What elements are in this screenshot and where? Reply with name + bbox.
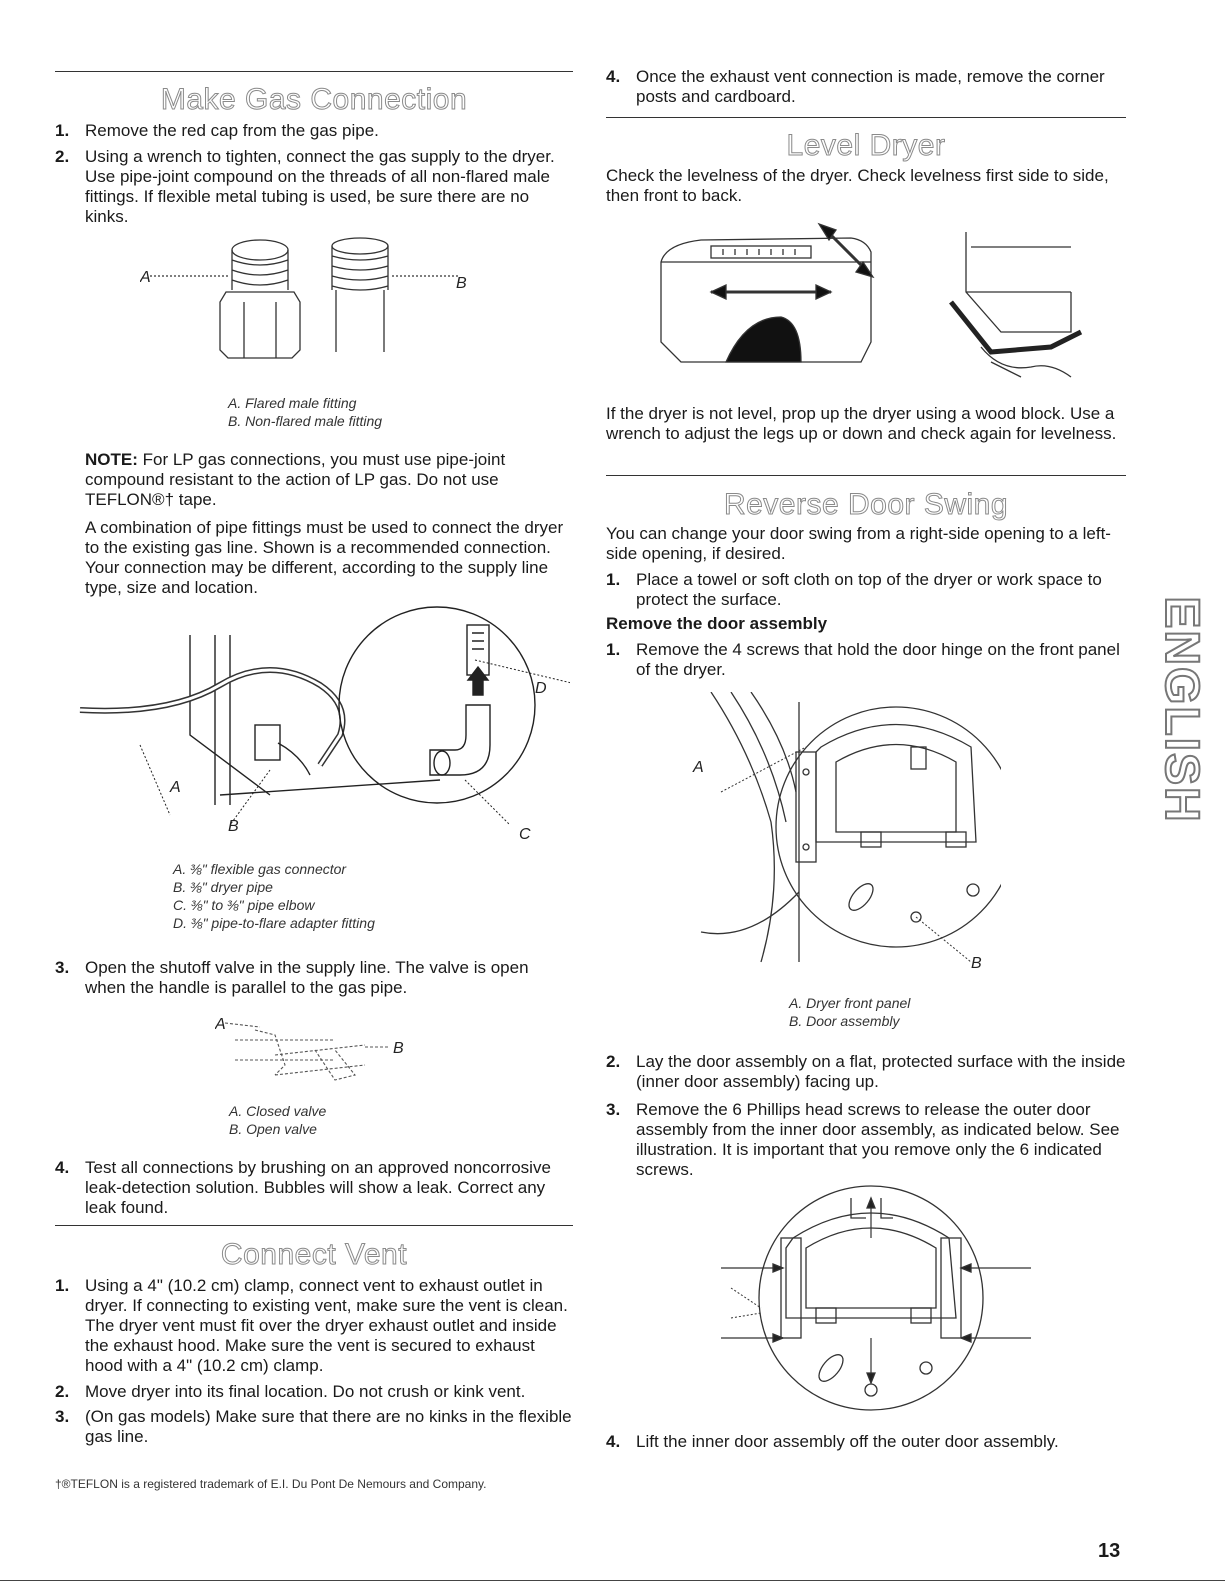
- section-divider: [606, 475, 1126, 476]
- reverse-step-3: 3. Remove the 6 Phillips head screws to release the outer door assembly from the inner door assembly, as indicated below. See illustration. It is important that you remove only the 6 indicated screws.: [606, 1100, 1120, 1179]
- vent-step-3: 3. (On gas models) Make sure that there are no kinks in the flexible gas line.: [55, 1407, 572, 1446]
- gas-section-title: Make Gas Connection: [160, 83, 468, 116]
- vent-section-title: Connect Vent: [220, 1238, 408, 1271]
- fig2-label-b: B: [228, 818, 239, 835]
- gas-step-2: 2. Using a wrench to tighten, connect the gas supply to the dryer. Use pipe-joint compound on the threads of all non-flared male fittings. If flexible metal tubing is used, be sure there are no kinks.: [55, 147, 555, 226]
- vent-step-2: 2. Move dryer into its final location. Do not crush or kink vent.: [55, 1382, 526, 1401]
- fittings-illustration: [140, 232, 470, 362]
- door-fig-label-a: A: [693, 759, 704, 776]
- reverse-intro: You can change your door swing from a right-side opening to a left-side opening, if desired.: [606, 524, 1111, 563]
- remove-door-subheading: Remove the door assembly: [606, 614, 828, 633]
- gas-step-4: 4. Test all connections by brushing on an approved noncorrosive leak-detection solution. Bubbles will show a leak. Correct any leak found.: [55, 1158, 551, 1217]
- fig3-label-b: B: [393, 1040, 404, 1057]
- gas-step-3: 3. Open the shutoff valve in the supply line. The valve is open when the handle is parallel to the gas pipe.: [55, 958, 529, 997]
- gas-step-1: 1. Remove the red cap from the gas pipe.: [55, 121, 379, 140]
- door-assembly-illustration: [691, 692, 1001, 972]
- door-fig-label-b: B: [971, 955, 982, 972]
- page-number: 13: [1098, 1540, 1121, 1562]
- reverse-step-4: 4. Lift the inner door assembly off the outer door assembly.: [606, 1432, 1059, 1451]
- fig2-caption: A. ⅜" flexible gas connector B. ⅜" dryer pipe C. ⅜" to ⅜" pipe elbow D. ⅜" pipe-to-flare adapter fitting: [173, 861, 375, 931]
- door-screws-illustration: [701, 1178, 1041, 1418]
- fig3-label-a: A: [215, 1016, 226, 1033]
- remove-door-step-1: 1. Remove the 4 screws that hold the door hinge on the front panel of the dryer.: [606, 640, 1120, 679]
- level-after-text: If the dryer is not level, prop up the dryer using a wood block. Use a wrench to adjust the legs up or down and check again for levelness.: [606, 404, 1117, 443]
- language-side-tab: ENGLISH: [1155, 596, 1208, 824]
- section-divider: [55, 71, 573, 72]
- gas-connection-illustration: [70, 605, 570, 845]
- valve-illustration: [215, 1005, 415, 1095]
- fig3-caption: A. Closed valve B. Open valve: [229, 1103, 327, 1137]
- fig2-label-a: A: [170, 779, 181, 796]
- fig1-caption: A. Flared male fitting B. Non-flared male fitting: [228, 395, 383, 429]
- reverse-section-title: Reverse Door Swing: [723, 488, 1009, 521]
- fig2-label-c: C: [519, 826, 531, 843]
- teflon-footnote: †®TEFLON is a registered trademark of E.I. Du Pont De Nemours and Company.: [55, 1477, 487, 1491]
- fig1-label-b: B: [456, 275, 467, 292]
- reverse-step-2: 2. Lay the door assembly on a flat, protected surface with the inside (inner door assembly) facing up.: [606, 1052, 1126, 1091]
- pipe-combination-text: A combination of pipe fittings must be used to connect the dryer to the existing gas line. Shown is a recommended connection. Your connection may be different, according to the supply line type, size and location.: [85, 518, 564, 597]
- vent-step-4: 4. Once the exhaust vent connection is made, remove the corner posts and cardboard.: [606, 67, 1105, 106]
- section-divider: [55, 1225, 573, 1226]
- lp-gas-note: NOTE: For LP gas connections, you must use pipe-joint compound resistant to the action of LP gas. Do not use TEFLON®† tape.: [85, 450, 506, 509]
- door-fig-caption: A. Dryer front panel B. Door assembly: [789, 995, 911, 1029]
- fig1-label-a: A: [140, 269, 151, 286]
- reverse-step-1: 1. Place a towel or soft cloth on top of the dryer or work space to protect the surface.: [606, 570, 1102, 609]
- fig2-label-d: D: [535, 680, 547, 697]
- section-divider: [606, 117, 1126, 118]
- vent-step-1: 1. Using a 4" (10.2 cm) clamp, connect vent to exhaust outlet in dryer. If connecting to existing vent, make sure the vent is clean. The dryer vent must fit over the dryer exhaust outlet and inside the exhaust hood. Make sure the vent is secured to exhaust hood with a 4" (10.2 cm) clamp.: [55, 1276, 568, 1375]
- page-bottom-rule: [0, 1580, 1225, 1581]
- level-dryer-illustration: [651, 222, 1121, 392]
- level-section-title: Level Dryer: [786, 129, 946, 162]
- level-intro: Check the levelness of the dryer. Check levelness first side to side, then front to back.: [606, 166, 1109, 205]
